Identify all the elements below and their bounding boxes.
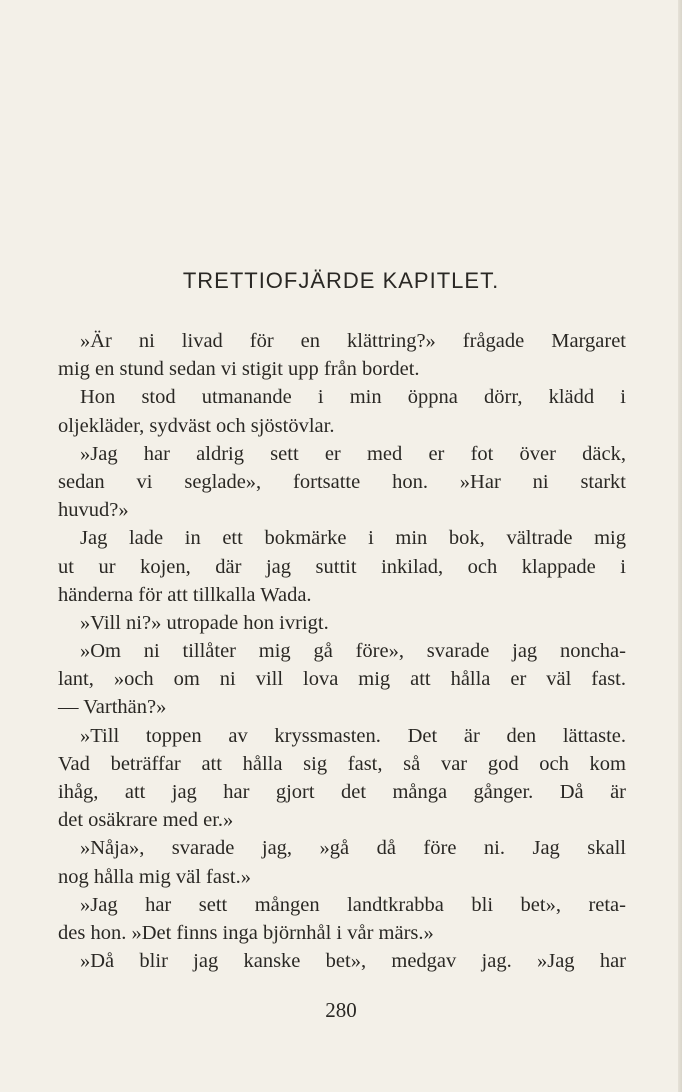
text-line: Jag lade in ett bokmärke i min bok, vältrade mig [80, 527, 626, 550]
text-line: lant, »och om ni vill lova mig att hålla er väl fast. [58, 668, 626, 691]
text-line: »Nåja», svarade jag, »gå då före ni. Jag skall [80, 837, 626, 860]
text-line: nog hålla mig väl fast.» [58, 865, 251, 888]
text-line: »Jag har sett mången landtkrabba bli bet», reta- [80, 893, 626, 916]
text-line: »Om ni tillåter mig gå före», svarade jag noncha- [80, 640, 626, 663]
text-line: sedan vi seglade», fortsatte hon. »Har ni starkt [58, 470, 626, 493]
text-line: »Jag har aldrig sett er med er fot över däck, [80, 442, 626, 465]
text-line: »Vill ni?» utropade hon ivrigt. [80, 611, 329, 634]
chapter-title: TRETTIOFJÄRDE KAPITLET. [182, 268, 500, 293]
text-line: ihåg, att jag har gjort det många gånger. Då är [58, 781, 626, 803]
text-line: oljekläder, sydväst och sjöstövlar. [58, 414, 335, 437]
text-line: mig en stund sedan vi stigit upp från bordet. [58, 358, 420, 381]
text-line: ut ur kojen, där jag suttit inkilad, och klappade i [58, 555, 626, 578]
text-line: — Varthän?» [58, 696, 167, 719]
text-line: »Är ni livad för en klättring?» frågade Margaret [80, 330, 626, 352]
page-edge [678, 0, 682, 1092]
text-line: des hon. »Det finns inga björnhål i vår märs.» [58, 921, 434, 944]
text-line: händerna för att tillkalla Wada. [58, 583, 312, 606]
text-line: Vad beträffar att hålla sig fast, så var god och kom [58, 752, 626, 775]
body-text [58, 327, 626, 975]
page-number: 280 [325, 998, 357, 1022]
text-line: huvud?» [58, 499, 129, 522]
text-line: »Då blir jag kanske bet», medgav jag. »Jag har [80, 950, 626, 973]
text-line: Hon stod utmanande i min öppna dörr, klädd i [80, 386, 626, 409]
text-line: det osäkrare med er.» [58, 809, 234, 832]
text-line: »Till toppen av kryssmasten. Det är den lättaste. [80, 724, 626, 747]
